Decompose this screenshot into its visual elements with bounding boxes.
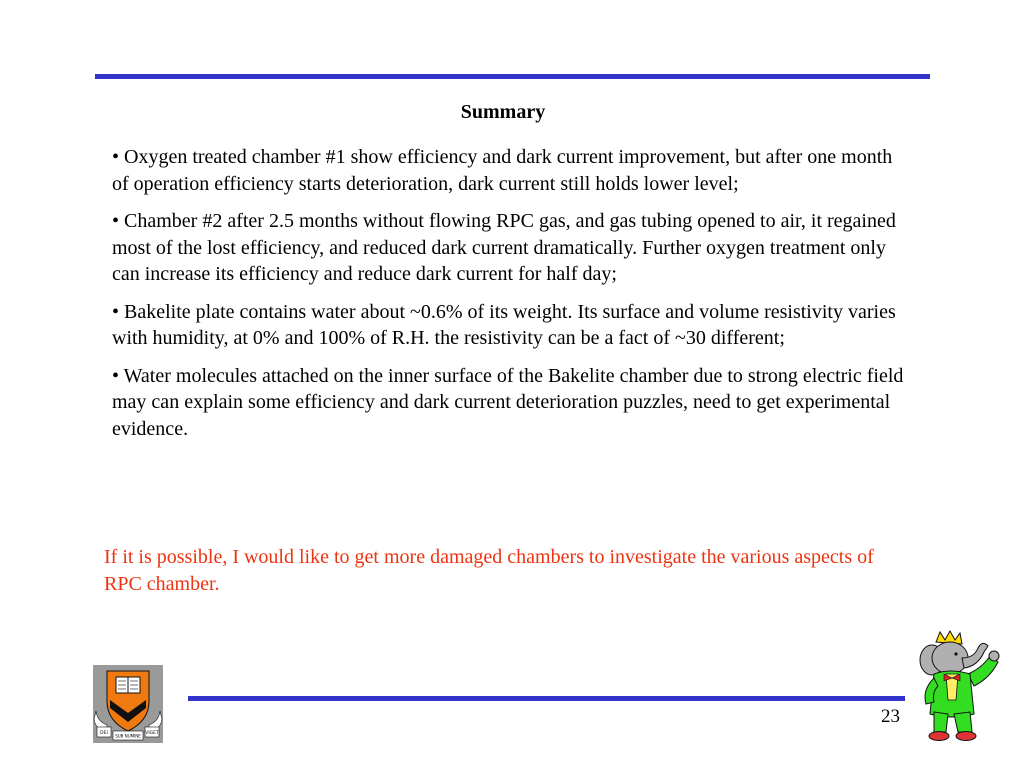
motto-left: DEI bbox=[100, 731, 108, 736]
slide-title: Summary bbox=[460, 101, 546, 123]
motto-right: VIGET bbox=[145, 731, 159, 736]
page-number: 23 bbox=[881, 706, 900, 727]
bullet-symbol: • bbox=[112, 210, 120, 232]
princeton-shield-icon bbox=[93, 665, 163, 743]
bullet-item bbox=[112, 363, 912, 443]
bullet-text: Bakelite plate contains water about ~0.6% of its weight. Its surface and volume resistivity varies with humidity, at 0% and 100% of R.H. the resistivity can be a fact of ~30 different; bbox=[112, 300, 896, 349]
bullet-item bbox=[112, 144, 912, 197]
bullet-text: Chamber #2 after 2.5 months without flowing RPC gas, and gas tubing opened to air, it regained most of the lost efficiency, and reduced dark current dramatically. Further oxygen treatment only can increase its efficiency and reduce dark current for half day; bbox=[112, 210, 896, 285]
bullet-symbol: • bbox=[112, 364, 120, 387]
bottom-divider-rule bbox=[188, 696, 905, 701]
motto-center: SUB NUMINE bbox=[115, 733, 141, 739]
babar-elephant-icon bbox=[912, 628, 1012, 743]
bullet-symbol: • bbox=[112, 300, 120, 323]
top-divider-rule bbox=[95, 74, 930, 79]
bullet-text: Water molecules attached on the inner surface of the Bakelite chamber due to strong electric field may can explain some efficiency and dark current deterioration puzzles, need to get experimental evidence. bbox=[112, 364, 904, 440]
summary-bullet-list bbox=[112, 144, 912, 453]
bullet-symbol: • bbox=[112, 146, 120, 168]
conclusion-note: If it is possible, I would like to get more damaged chambers to investigate the various aspects of RPC chamber. bbox=[104, 546, 874, 595]
bullet-item bbox=[112, 299, 912, 352]
bullet-item bbox=[112, 208, 912, 288]
bullet-text: Oxygen treated chamber #1 show efficiency and dark current improvement, but after one month of operation efficiency starts deterioration, dark current still holds lower level; bbox=[112, 146, 893, 195]
